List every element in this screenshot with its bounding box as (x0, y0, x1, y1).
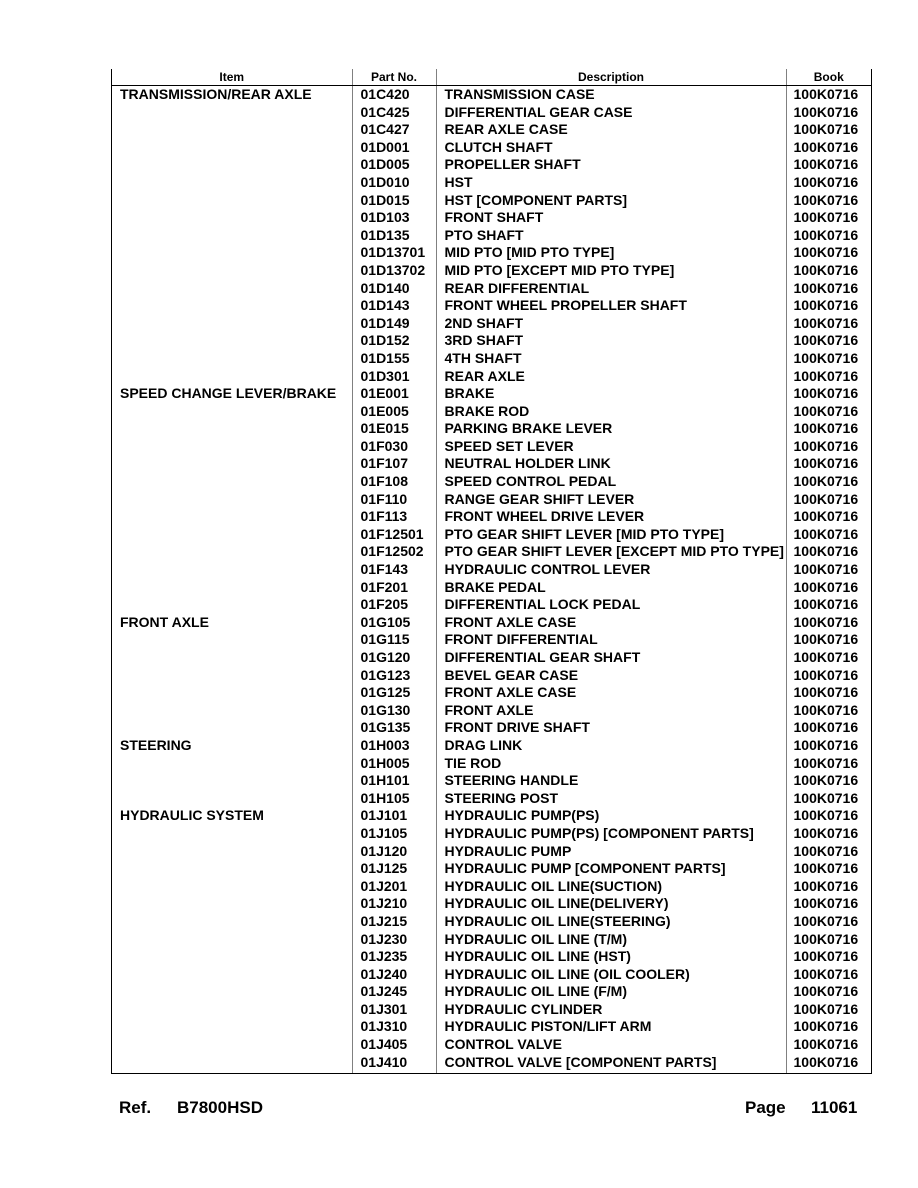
cell-book: 100K0716 (786, 174, 871, 192)
cell-item (112, 931, 352, 949)
column-header-item: Item (112, 69, 352, 86)
cell-part-no: 01H005 (352, 755, 436, 773)
cell-item (112, 438, 352, 456)
cell-item: FRONT AXLE (120, 613, 209, 630)
cell-description: SPEED CONTROL PEDAL (436, 473, 786, 491)
table-row (112, 895, 871, 913)
table-row (112, 543, 871, 561)
cell-book: 100K0716 (786, 473, 871, 491)
cell-description: FRONT AXLE (436, 702, 786, 720)
cell-book: 100K0716 (786, 156, 871, 174)
table-row (112, 262, 871, 280)
cell-description: RANGE GEAR SHIFT LEVER (436, 491, 786, 509)
table-row (112, 790, 871, 808)
cell-part-no: 01J410 (352, 1054, 436, 1074)
cell-item (112, 491, 352, 509)
cell-part-no: 01G130 (352, 702, 436, 720)
column-header-description: Description (436, 69, 786, 86)
cell-book: 100K0716 (786, 139, 871, 157)
cell-item (112, 684, 352, 702)
table-row (112, 455, 871, 473)
cell-part-no: 01D135 (352, 227, 436, 245)
cell-book: 100K0716 (786, 420, 871, 438)
cell-book: 100K0716 (786, 1018, 871, 1036)
cell-book: 100K0716 (786, 983, 871, 1001)
cell-book: 100K0716 (786, 895, 871, 913)
cell-description: MID PTO [MID PTO TYPE] (436, 244, 786, 262)
cell-item (112, 420, 352, 438)
table-row (112, 755, 871, 773)
cell-item (112, 332, 352, 350)
cell-description: TRANSMISSION CASE (436, 86, 786, 104)
cell-description: DIFFERENTIAL LOCK PEDAL (436, 596, 786, 614)
cell-item (112, 192, 352, 210)
cell-description: HYDRAULIC PUMP(PS) [COMPONENT PARTS] (436, 825, 786, 843)
cell-description: TIE ROD (436, 755, 786, 773)
cell-book: 100K0716 (786, 702, 871, 720)
cell-item (112, 719, 352, 737)
cell-item: HYDRAULIC SYSTEM (120, 807, 264, 824)
cell-description: MID PTO [EXCEPT MID PTO TYPE] (436, 262, 786, 280)
cell-item (112, 1036, 352, 1054)
cell-item (112, 455, 352, 473)
cell-description: HYDRAULIC CYLINDER (436, 1001, 786, 1019)
table-row (112, 860, 871, 878)
page-label: Page (745, 1098, 786, 1117)
cell-description: 4TH SHAFT (436, 350, 786, 368)
parts-index-table (111, 69, 872, 1074)
table-row (112, 209, 871, 227)
cell-part-no: 01J245 (352, 983, 436, 1001)
cell-part-no: 01D149 (352, 315, 436, 333)
cell-part-no: 01H101 (352, 772, 436, 790)
cell-description: DIFFERENTIAL GEAR CASE (436, 104, 786, 122)
cell-part-no: 01D015 (352, 192, 436, 210)
cell-description: BRAKE ROD (436, 403, 786, 421)
cell-book: 100K0716 (786, 772, 871, 790)
cell-part-no: 01D143 (352, 297, 436, 315)
cell-item (112, 895, 352, 913)
cell-part-no: 01C427 (352, 121, 436, 139)
cell-description: FRONT WHEEL PROPELLER SHAFT (436, 297, 786, 315)
table-row (112, 174, 871, 192)
table-row (112, 719, 871, 737)
cell-description: HYDRAULIC OIL LINE(SUCTION) (436, 878, 786, 896)
cell-book: 100K0716 (786, 491, 871, 509)
cell-description: 2ND SHAFT (436, 315, 786, 333)
cell-description: HYDRAULIC CONTROL LEVER (436, 561, 786, 579)
cell-part-no: 01E001 (352, 385, 436, 403)
cell-description: CONTROL VALVE [COMPONENT PARTS] (436, 1054, 786, 1074)
cell-description: DRAG LINK (436, 737, 786, 755)
table-row (112, 983, 871, 1001)
cell-item (112, 543, 352, 561)
cell-book: 100K0716 (786, 561, 871, 579)
cell-book: 100K0716 (786, 385, 871, 403)
table-row (112, 561, 871, 579)
cell-book: 100K0716 (786, 737, 871, 755)
table-row (112, 280, 871, 298)
table-row (112, 772, 871, 790)
cell-item (112, 473, 352, 491)
cell-description: HYDRAULIC PISTON/LIFT ARM (436, 1018, 786, 1036)
cell-part-no: 01J125 (352, 860, 436, 878)
table-row (112, 1001, 871, 1019)
cell-book: 100K0716 (786, 790, 871, 808)
cell-book: 100K0716 (786, 368, 871, 386)
cell-part-no: 01J215 (352, 913, 436, 931)
cell-book: 100K0716 (786, 1001, 871, 1019)
table-row (112, 473, 871, 491)
table-row (112, 315, 871, 333)
cell-item (112, 368, 352, 386)
table-row (112, 825, 871, 843)
table-row (112, 596, 871, 614)
cell-part-no: 01C420 (352, 86, 436, 104)
table-row (112, 438, 871, 456)
cell-description: FRONT WHEEL DRIVE LEVER (436, 508, 786, 526)
cell-book: 100K0716 (786, 807, 871, 825)
cell-description: PTO GEAR SHIFT LEVER [EXCEPT MID PTO TYPE] (436, 543, 786, 561)
cell-book: 100K0716 (786, 649, 871, 667)
table-row (112, 227, 871, 245)
table-row (112, 1054, 871, 1074)
table-row (112, 931, 871, 949)
cell-book: 100K0716 (786, 614, 871, 632)
table-row (112, 702, 871, 720)
cell-description: HYDRAULIC OIL LINE (T/M) (436, 931, 786, 949)
cell-description: BRAKE (436, 385, 786, 403)
cell-part-no: 01F107 (352, 455, 436, 473)
page-number: 11061 (811, 1098, 858, 1117)
cell-description: HYDRAULIC OIL LINE (HST) (436, 948, 786, 966)
cell-item (112, 315, 352, 333)
table-row (112, 579, 871, 597)
cell-item (112, 913, 352, 931)
table-body (112, 86, 871, 1074)
cell-description: SPEED SET LEVER (436, 438, 786, 456)
cell-book: 100K0716 (786, 860, 871, 878)
cell-item (112, 403, 352, 421)
cell-item (112, 561, 352, 579)
cell-item (112, 983, 352, 1001)
cell-book: 100K0716 (786, 719, 871, 737)
cell-part-no: 01F113 (352, 508, 436, 526)
cell-book: 100K0716 (786, 315, 871, 333)
cell-part-no: 01F143 (352, 561, 436, 579)
cell-item (112, 121, 352, 139)
cell-item (112, 262, 352, 280)
cell-description: REAR AXLE CASE (436, 121, 786, 139)
cell-book: 100K0716 (786, 543, 871, 561)
column-header-part-no: Part No. (352, 69, 436, 86)
cell-description: HYDRAULIC OIL LINE(DELIVERY) (436, 895, 786, 913)
cell-item (112, 948, 352, 966)
cell-description: FRONT DIFFERENTIAL (436, 631, 786, 649)
cell-item (112, 227, 352, 245)
cell-part-no: 01G135 (352, 719, 436, 737)
cell-description: STEERING HANDLE (436, 772, 786, 790)
cell-part-no: 01J235 (352, 948, 436, 966)
table-row (112, 368, 871, 386)
cell-part-no: 01D005 (352, 156, 436, 174)
cell-description: HYDRAULIC PUMP [COMPONENT PARTS] (436, 860, 786, 878)
cell-book: 100K0716 (786, 931, 871, 949)
cell-description: BRAKE PEDAL (436, 579, 786, 597)
cell-part-no: 01D155 (352, 350, 436, 368)
cell-book: 100K0716 (786, 86, 871, 104)
table-row (112, 508, 871, 526)
cell-part-no: 01J240 (352, 966, 436, 984)
cell-description: HYDRAULIC PUMP(PS) (436, 807, 786, 825)
cell-part-no: 01F205 (352, 596, 436, 614)
cell-part-no: 01F12502 (352, 543, 436, 561)
table-row (112, 737, 871, 755)
cell-description: STEERING POST (436, 790, 786, 808)
cell-description: PTO GEAR SHIFT LEVER [MID PTO TYPE] (436, 526, 786, 544)
cell-book: 100K0716 (786, 684, 871, 702)
cell-part-no: 01C425 (352, 104, 436, 122)
cell-book: 100K0716 (786, 280, 871, 298)
cell-item (112, 579, 352, 597)
table-row (112, 121, 871, 139)
cell-part-no: 01D001 (352, 139, 436, 157)
cell-book: 100K0716 (786, 1054, 871, 1074)
cell-item (112, 790, 352, 808)
cell-description: NEUTRAL HOLDER LINK (436, 455, 786, 473)
cell-book: 100K0716 (786, 966, 871, 984)
cell-part-no: 01F030 (352, 438, 436, 456)
cell-item (112, 825, 352, 843)
cell-part-no: 01G123 (352, 667, 436, 685)
cell-part-no: 01D301 (352, 368, 436, 386)
page-footer (119, 1098, 860, 1120)
cell-item (112, 350, 352, 368)
cell-item (112, 104, 352, 122)
cell-description: HYDRAULIC OIL LINE (OIL COOLER) (436, 966, 786, 984)
table-row (112, 843, 871, 861)
column-header-book: Book (786, 69, 871, 86)
cell-book: 100K0716 (786, 948, 871, 966)
table-row (112, 332, 871, 350)
cell-description: FRONT SHAFT (436, 209, 786, 227)
cell-item (112, 702, 352, 720)
table-row (112, 139, 871, 157)
cell-book: 100K0716 (786, 192, 871, 210)
cell-description: HYDRAULIC OIL LINE(STEERING) (436, 913, 786, 931)
table-row (112, 350, 871, 368)
cell-book: 100K0716 (786, 227, 871, 245)
cell-part-no: 01G120 (352, 649, 436, 667)
cell-item (112, 280, 352, 298)
table-row (112, 244, 871, 262)
cell-item (112, 244, 352, 262)
cell-item (112, 966, 352, 984)
cell-item (112, 1001, 352, 1019)
cell-item (112, 860, 352, 878)
table-row (112, 649, 871, 667)
cell-item (112, 526, 352, 544)
cell-book: 100K0716 (786, 104, 871, 122)
cell-item (112, 1054, 352, 1074)
cell-description: PTO SHAFT (436, 227, 786, 245)
table-row (112, 491, 871, 509)
table-row (112, 878, 871, 896)
cell-book: 100K0716 (786, 262, 871, 280)
cell-book: 100K0716 (786, 579, 871, 597)
cell-item: SPEED CHANGE LEVER/BRAKE (120, 385, 337, 402)
cell-description: HST (436, 174, 786, 192)
cell-part-no: 01F12501 (352, 526, 436, 544)
table-row (112, 807, 871, 825)
cell-item (112, 174, 352, 192)
cell-item (112, 667, 352, 685)
cell-part-no: 01F110 (352, 491, 436, 509)
table-row (112, 156, 871, 174)
cell-part-no: 01J310 (352, 1018, 436, 1036)
cell-book: 100K0716 (786, 913, 871, 931)
cell-description: CLUTCH SHAFT (436, 139, 786, 157)
cell-part-no: 01J120 (352, 843, 436, 861)
cell-book: 100K0716 (786, 244, 871, 262)
table-row (112, 1036, 871, 1054)
cell-item (112, 156, 352, 174)
cell-item (112, 649, 352, 667)
table-row (112, 297, 871, 315)
cell-description: PROPELLER SHAFT (436, 156, 786, 174)
cell-part-no: 01G125 (352, 684, 436, 702)
cell-part-no: 01G105 (352, 614, 436, 632)
cell-book: 100K0716 (786, 403, 871, 421)
cell-item (112, 596, 352, 614)
cell-description: HYDRAULIC PUMP (436, 843, 786, 861)
cell-book: 100K0716 (786, 209, 871, 227)
cell-part-no: 01D13701 (352, 244, 436, 262)
cell-book: 100K0716 (786, 121, 871, 139)
cell-item (112, 878, 352, 896)
parts-table (112, 69, 871, 1073)
cell-book: 100K0716 (786, 455, 871, 473)
table-row (112, 104, 871, 122)
table-row (112, 948, 871, 966)
cell-part-no: 01H003 (352, 737, 436, 755)
cell-description: CONTROL VALVE (436, 1036, 786, 1054)
cell-book: 100K0716 (786, 825, 871, 843)
table-row (112, 86, 871, 104)
cell-book: 100K0716 (786, 843, 871, 861)
cell-part-no: 01D140 (352, 280, 436, 298)
cell-part-no: 01J105 (352, 825, 436, 843)
cell-book: 100K0716 (786, 1036, 871, 1054)
table-header-row (112, 69, 871, 86)
table-row (112, 631, 871, 649)
cell-description: DIFFERENTIAL GEAR SHAFT (436, 649, 786, 667)
cell-part-no: 01G115 (352, 631, 436, 649)
cell-part-no: 01D13702 (352, 262, 436, 280)
cell-description: HST [COMPONENT PARTS] (436, 192, 786, 210)
cell-book: 100K0716 (786, 596, 871, 614)
cell-item (112, 1018, 352, 1036)
cell-book: 100K0716 (786, 878, 871, 896)
cell-description: BEVEL GEAR CASE (436, 667, 786, 685)
cell-book: 100K0716 (786, 667, 871, 685)
cell-description: REAR DIFFERENTIAL (436, 280, 786, 298)
cell-description: REAR AXLE (436, 368, 786, 386)
cell-part-no: 01H105 (352, 790, 436, 808)
cell-part-no: 01J301 (352, 1001, 436, 1019)
cell-description: FRONT AXLE CASE (436, 684, 786, 702)
cell-item: TRANSMISSION/REAR AXLE (120, 86, 312, 102)
ref-label: Ref. (119, 1098, 152, 1117)
cell-description: FRONT AXLE CASE (436, 614, 786, 632)
cell-item (112, 297, 352, 315)
cell-book: 100K0716 (786, 332, 871, 350)
cell-item (112, 843, 352, 861)
cell-part-no: 01F201 (352, 579, 436, 597)
table-row (112, 192, 871, 210)
table-row (112, 385, 871, 403)
cell-book: 100K0716 (786, 438, 871, 456)
cell-part-no: 01D010 (352, 174, 436, 192)
cell-book: 100K0716 (786, 297, 871, 315)
ref-value: B7800HSD (177, 1098, 263, 1117)
cell-book: 100K0716 (786, 631, 871, 649)
cell-part-no: 01D103 (352, 209, 436, 227)
table-row (112, 420, 871, 438)
cell-part-no: 01J405 (352, 1036, 436, 1054)
cell-item (112, 209, 352, 227)
cell-part-no: 01J201 (352, 878, 436, 896)
cell-description: 3RD SHAFT (436, 332, 786, 350)
cell-item (112, 508, 352, 526)
cell-description: FRONT DRIVE SHAFT (436, 719, 786, 737)
cell-item (112, 631, 352, 649)
cell-book: 100K0716 (786, 508, 871, 526)
table-row (112, 526, 871, 544)
cell-item (112, 139, 352, 157)
cell-part-no: 01D152 (352, 332, 436, 350)
cell-part-no: 01J210 (352, 895, 436, 913)
cell-part-no: 01J101 (352, 807, 436, 825)
table-row (112, 913, 871, 931)
cell-part-no: 01F108 (352, 473, 436, 491)
cell-book: 100K0716 (786, 755, 871, 773)
cell-item (112, 772, 352, 790)
cell-book: 100K0716 (786, 350, 871, 368)
cell-item: STEERING (120, 736, 192, 753)
cell-book: 100K0716 (786, 526, 871, 544)
cell-part-no: 01E015 (352, 420, 436, 438)
cell-description: PARKING BRAKE LEVER (436, 420, 786, 438)
cell-description: HYDRAULIC OIL LINE (F/M) (436, 983, 786, 1001)
table-row (112, 684, 871, 702)
table-row (112, 1018, 871, 1036)
table-row (112, 614, 871, 632)
table-row (112, 667, 871, 685)
cell-item (112, 755, 352, 773)
cell-part-no: 01E005 (352, 403, 436, 421)
table-row (112, 966, 871, 984)
table-row (112, 403, 871, 421)
cell-part-no: 01J230 (352, 931, 436, 949)
